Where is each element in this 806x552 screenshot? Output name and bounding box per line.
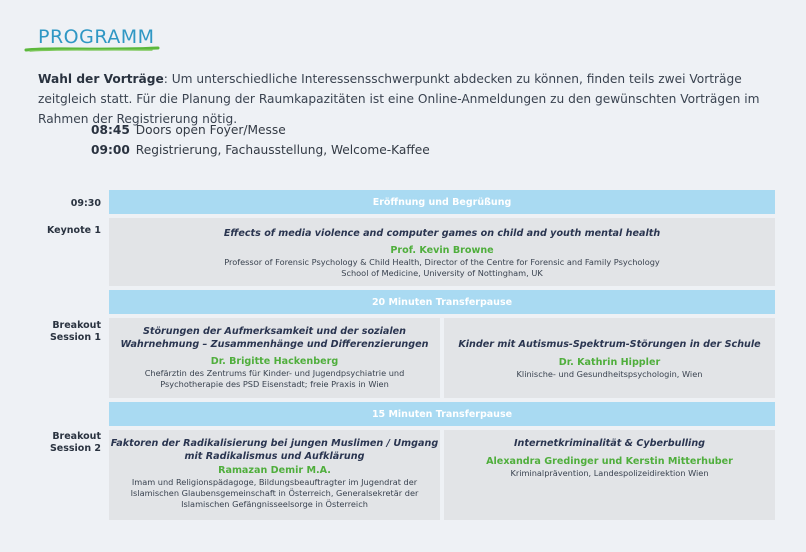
session-1-right-desc: Klinische- und Gesundheitspsychologin, Wien — [516, 368, 703, 379]
session-1-label — [0, 320, 101, 344]
break-bar-2 — [109, 402, 775, 426]
session-2-label-line: Session 2 — [49, 443, 101, 454]
session-1-label-line: Session 1 — [49, 332, 101, 343]
opening-bar — [109, 190, 775, 214]
timeline — [91, 120, 430, 160]
session-2-left-box — [109, 430, 440, 520]
session-1-left-desc: Chefärztin des Zentrums für Kinder- und Jugendpsychiatrie und — [144, 368, 405, 378]
timeline-time: 09:00 — [91, 143, 130, 157]
session-1-right-speaker: Dr. Kathrin Hippler — [558, 356, 661, 368]
intro-bold-lead: Wahl der Vorträge — [38, 72, 164, 86]
session-2-left-desc: Islamischen Gefängnisseelsorge in Österreich — [181, 499, 368, 509]
keynote-label: Keynote 1 — [46, 225, 101, 236]
timeline-text: Doors open Foyer/Messe — [135, 123, 286, 137]
session-2-right-box — [444, 430, 775, 520]
session-1-label-line: Breakout — [52, 320, 101, 331]
timeline-row — [91, 120, 430, 140]
session-2-right-title: Internetkriminalität & Cyberbulling — [513, 438, 706, 449]
keynote-speaker: Prof. Kevin Browne — [390, 244, 494, 256]
session-2-right-speaker: Alexandra Gredinger und Kerstin Mitterhuber — [486, 455, 733, 467]
break-bar-1 — [109, 290, 775, 314]
session-1-left-title: Wahrnehmung – Zusammenhänge und Differenzierungen — [120, 338, 429, 350]
keynote-desc: Professor of Forensic Psychology & Child Health, Director of the Centre for Forensic and Family Psychology — [224, 256, 660, 267]
opening-title: Eröffnung und Begrüßung — [372, 196, 512, 208]
title-underline-brush — [24, 45, 160, 53]
session-1-left-desc: Psychotherapie des PSD Eisenstadt; freie Praxis in Wien — [160, 379, 389, 389]
session-2-left-title: Faktoren der Radikalisierung bei jungen Muslimen / Umgang — [110, 438, 439, 449]
session-1-right-title: Kinder mit Autismus-Spektrum-Störungen in der Schule — [458, 339, 761, 350]
session-2-label-line: Breakout — [52, 431, 101, 442]
session-2-left-title: mit Radikalismus und Aufklärung — [184, 450, 365, 462]
session-2-right-desc: Kriminalprävention, Landespolizeidirektion Wien — [510, 467, 709, 478]
keynote-desc: School of Medicine, University of Nottingham, UK — [341, 267, 543, 278]
session-1-left-title: Störungen der Aufmerksamkeit und der sozialen — [142, 326, 407, 337]
opening-time: 09:30 — [70, 198, 101, 209]
session-2-left-desc: Imam und Religionspädagoge, Bildungsbeauftragter im Jugendrat der — [131, 477, 418, 487]
session-1-right-box — [444, 318, 775, 398]
session-1-left-box — [109, 318, 440, 398]
session-2-label — [0, 431, 101, 455]
break-1-title: 20 Minuten Transferpause — [371, 296, 513, 308]
session-2-left-desc: Islamischen Glaubensgemeinschaft in Österreich, Generalsekretär der — [130, 488, 419, 498]
keynote-box — [109, 218, 775, 286]
session-1-left-speaker: Dr. Brigitte Hackenberg — [210, 356, 339, 367]
timeline-row — [91, 140, 430, 160]
timeline-time: 08:45 — [91, 123, 130, 137]
intro-text: : Um unterschiedliche Interessensschwerpunkt abdecken zu können, finden teils zwei Vorträge zeitgleich statt. Für die Planung der Raumkapazitäten ist eine Online-Anmeldungen zu den gewünschten Vorträgen im Rahmen der Registrierung nötig. — [38, 72, 760, 126]
break-2-title: 15 Minuten Transferpause — [371, 408, 513, 420]
timeline-text: Registrierung, Fachausstellung, Welcome-Kaffee — [135, 143, 430, 157]
keynote-title: Effects of media violence and computer games on child and youth mental health — [223, 228, 661, 239]
page-title: PROGRAMM — [38, 26, 155, 48]
session-2-left-speaker: Ramazan Demir M.A. — [218, 465, 331, 476]
